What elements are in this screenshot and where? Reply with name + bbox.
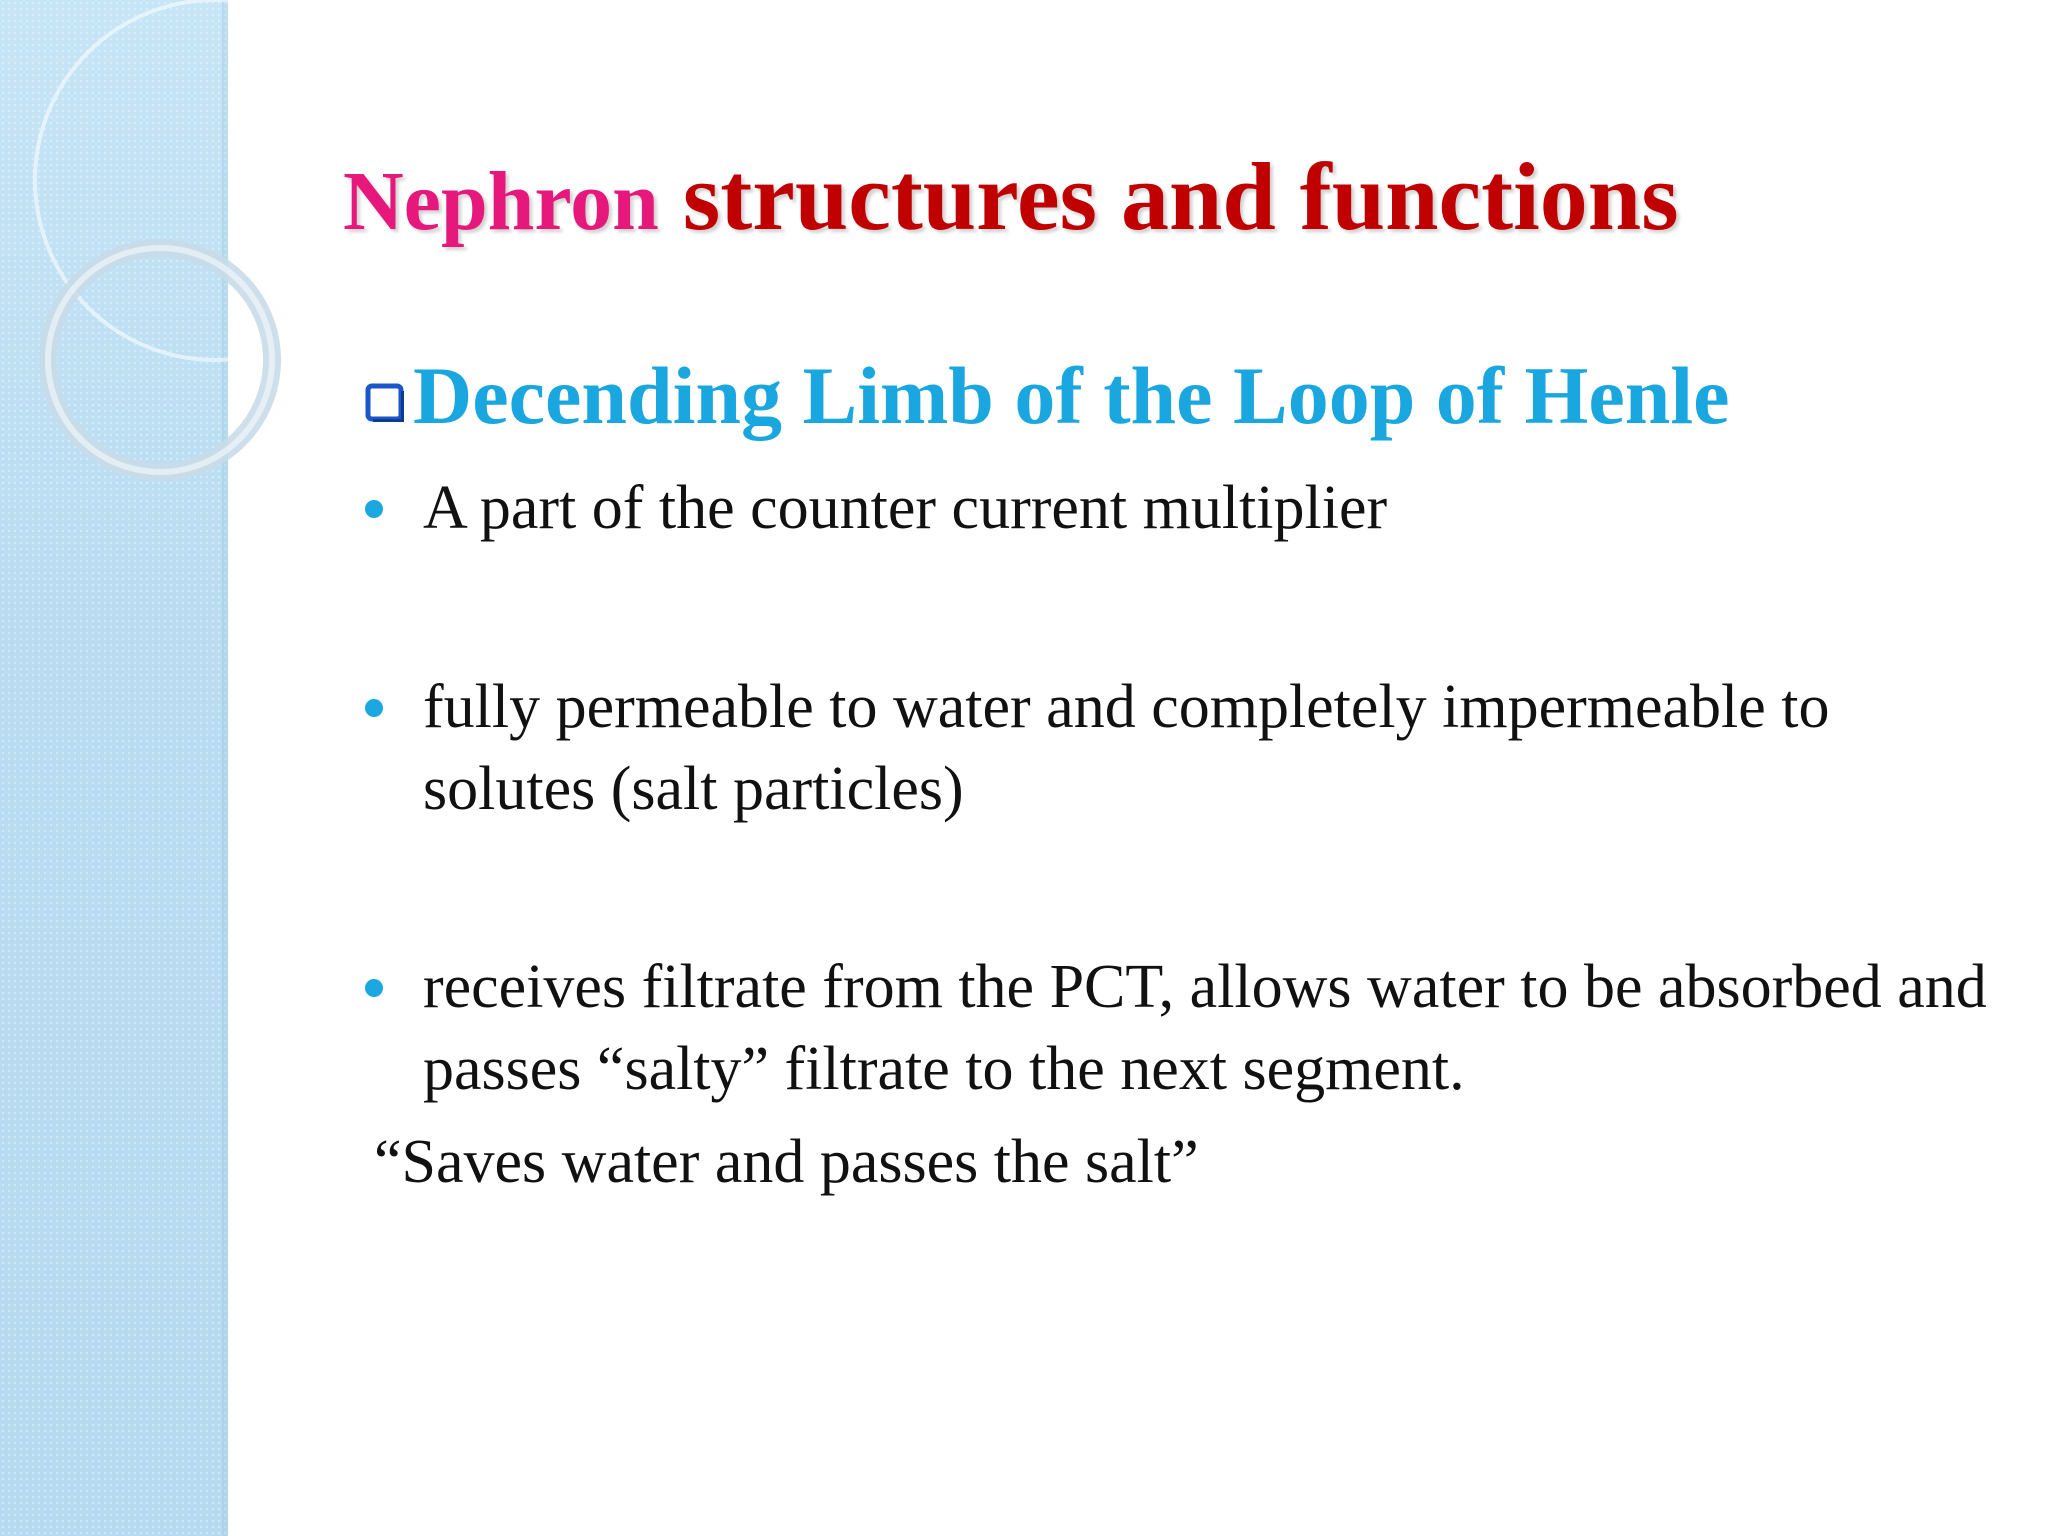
bullet-item <box>365 467 2005 549</box>
decorative-rings <box>0 0 300 520</box>
bullet-item <box>365 666 2005 830</box>
round-dot-icon <box>365 979 383 997</box>
bullet-text: fully permeable to water and completely impermeable to solutes (salt particles) <box>423 673 1830 823</box>
title-structures-functions: structures and functions <box>682 143 1679 250</box>
round-dot-icon <box>365 500 383 518</box>
title-nephron: Nephron <box>343 155 659 248</box>
round-dot-icon <box>365 699 383 717</box>
bullet-text: A part of the counter current multiplier <box>423 474 1388 542</box>
bullet-text: receives filtrate from the PCT, allows water to be absorbed and passes “salty” filtrate to the next segment. <box>423 953 1987 1103</box>
bullet-item <box>365 946 2005 1110</box>
slide-title <box>343 142 1679 257</box>
section-heading: Decending Limb of the Loop of Henle <box>413 350 1730 441</box>
summary-quote: “Saves water and passes the salt” <box>374 1128 1199 1196</box>
checkbox-square-icon <box>365 383 405 423</box>
section-heading-row <box>365 348 1730 444</box>
